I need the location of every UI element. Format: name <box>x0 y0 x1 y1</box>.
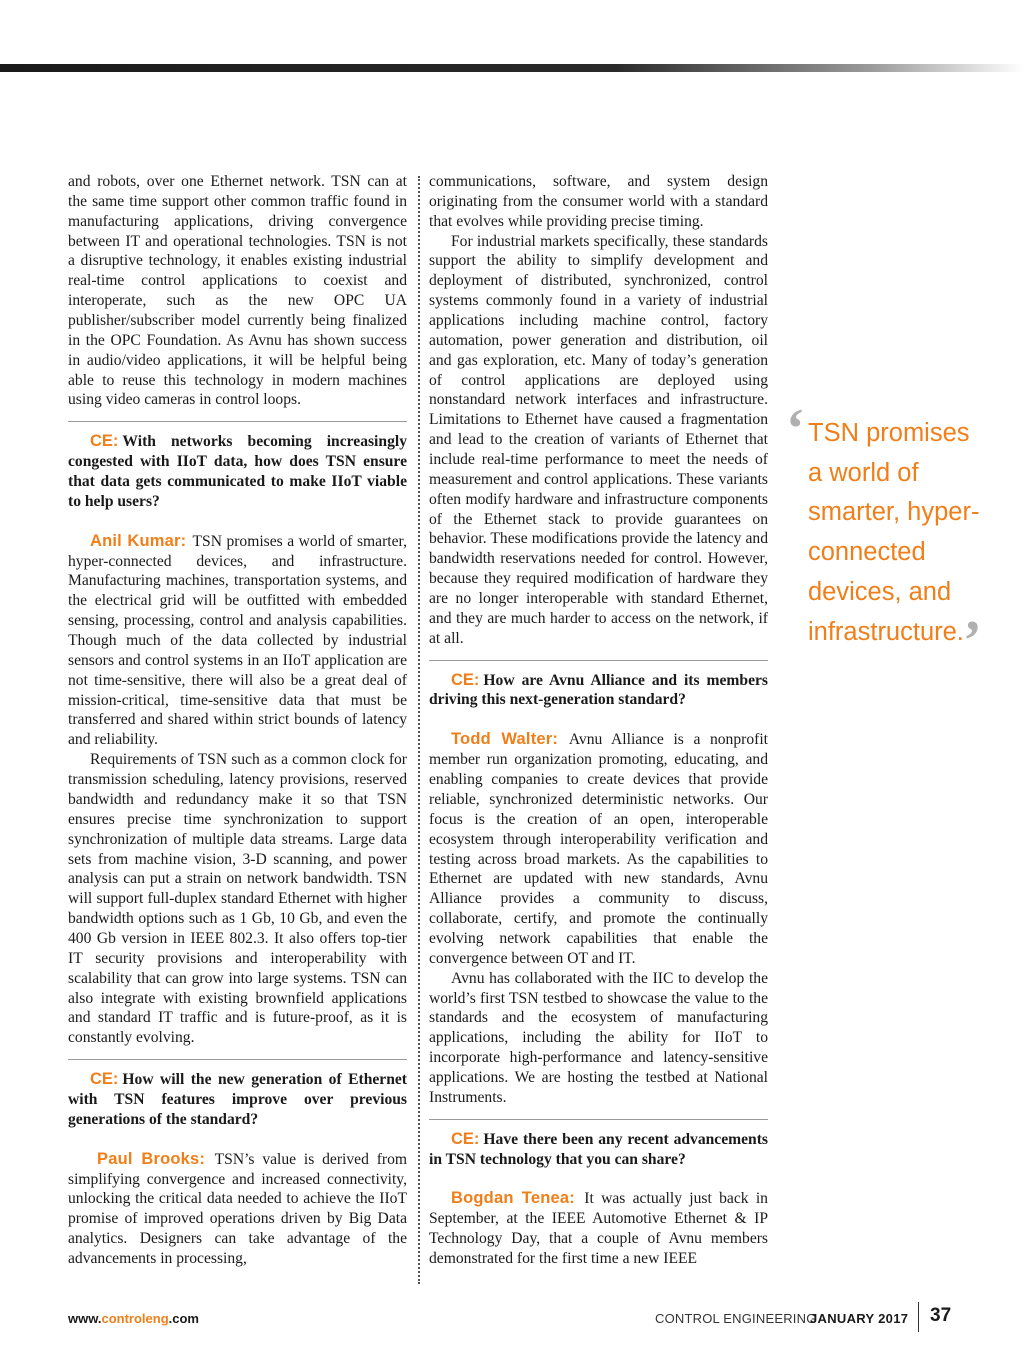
footer-url-brand: controleng <box>101 1311 169 1326</box>
answer-text: Avnu Alliance is a nonprofit member run organization promoting, educating, and enabling companies to create devices that provide reliable, synchronized deterministic networks. Our focus is the creation of an open, interoperable ecosystem through interoperability verification and testing across broad markets. As the capabilities to Ethernet are updated with new standards, Avnu Alliance provides a community to discuss, collaborate, certify, and promote the continually evolving network capabilities that enable the convergence between OT and IT. <box>429 731 768 967</box>
body-paragraph: communications, software, and system design originating from the consumer world with a standard that evolves while providing precise timing. <box>429 173 768 230</box>
pull-quote-line: a world of <box>808 458 919 487</box>
question-ce-2 <box>68 1070 407 1130</box>
open-quote-icon: ‘ <box>786 398 805 460</box>
question-text: With networks becoming increasingly congested with IIoT data, how does TSN ensure that data gets communicated to make IIoT viable to help users? <box>68 433 407 510</box>
question-ce-1 <box>68 432 407 511</box>
section-divider <box>429 660 768 661</box>
answer-text: It was actually just back in September, at the IEEE Automotive Ethernet & IP Technology Day, that a couple of Avnu members demonstrated for the first time a new IEEE <box>429 1190 768 1267</box>
body-paragraph: Avnu has collaborated with the IIC to develop the world’s first TSN testbed to showcase the value to the standards and the ecosystem of manufacturing applications, including the ability for IIoT to incorporate high-performance and latency-sensitive applications. We are hosting the testbed at National Instruments. <box>429 969 768 1106</box>
top-rule-bar <box>0 64 1024 72</box>
question-text: Have there been any recent advancements in TSN technology that you can share? <box>429 1130 768 1168</box>
section-divider <box>68 1059 407 1060</box>
close-quote-icon: ’ <box>963 610 982 672</box>
pull-quote-line: infrastructure. <box>808 617 964 646</box>
body-paragraph: Requirements of TSN such as a common clock for transmission scheduling, latency provisions, reserved bandwidth and redundancy make it so that TSN ensures precise time synchronization to support synchronization of multiple data streams. Large data sets from machine vision, 3-D scanning, and power analysis can put a strain on network bandwidth. TSN will support full-duplex standard Ethernet with higher bandwidth options such as 1 Gb, 10 Gb, and even the 400 Gb version in IEEE 802.3. It also offers top-tier IT security provisions and interoperability with scalability that can grow into large systems. TSN can also integrate with existing brownfield applications and standard IT traffic and is future-proof, as it is constantly evolving. <box>68 751 407 1047</box>
body-paragraph: For industrial markets specifically, these standards support the ability to simplify development and deployment of distributed, synchronized, control systems commonly found in a variety of industrial applications including machine control, factory automation, power generation and distribution, oil and gas exploration, etc. Many of today’s generation of control applications are deployed using nonstandard network interfaces and infrastructure. Limitations to Ethernet have caused a fragmentation and lead to the creation of variants of Ethernet that include real-time performance to meet the needs of measurement and control applications. These variants often modify hardware and infrastructure components of the Ethernet stack to provide guarantees on behavior. These modifications provide the latency and bandwidth reservations needed for control. However, because they required modification of hardware they are no longer interoperable with standard Ethernet, and they are much harder to access on the network, if at all. <box>429 232 768 647</box>
question-ce-4 <box>429 1130 768 1170</box>
answer-text: TSN promises a world of smarter, hyper-connected devices, and infrastructure. Manufacturing machines, transportation systems, and the electrical grid will be outfitted with embedded sensing, processing, control and analysis capabilities. Though much of the data collected by industrial sensors and control systems in an IIoT application are not time-sensitive, there will also be a great deal of mission-critical, time-sensitive data that must be transferred and shared within strict bounds of latency and reliability. <box>68 532 407 749</box>
speaker-name: Bogdan Tenea: <box>451 1189 575 1208</box>
ce-label: CE: <box>90 1070 119 1089</box>
section-divider <box>429 1119 768 1120</box>
left-column <box>68 172 407 1269</box>
pull-quote-line: TSN promises <box>808 419 970 447</box>
pull-quote-line: smarter, hyper- <box>808 498 980 527</box>
answer-bogdan-tenea <box>429 1189 768 1268</box>
footer-url[interactable]: www.controleng.com <box>68 1311 199 1326</box>
footer-separator <box>918 1302 919 1332</box>
answer-todd-walter <box>429 730 768 968</box>
body-paragraph: and robots, over one Ethernet network. TSN can at the same time support other common traffic found in manufacturing applications, driving convergence between IT and operational technologies. TSN is not a disruptive technology, it enables existing industrial real-time control applications to coexist and interoperate, such as the new OPC UA publisher/subscriber model currently being finalized in the OPC Foundation. As Avnu has shown success in audio/video applications, it will be helpful being able to reuse this technology in modern machines using video cameras in control loops. <box>68 173 407 409</box>
answer-paul-brooks <box>68 1150 407 1269</box>
question-text: How are Avnu Alliance and its members driving this next-generation standard? <box>429 671 768 709</box>
speaker-name: Paul Brooks: <box>97 1149 206 1168</box>
answer-text: TSN’s value is derived from simplifying convergence and increased connectivity, unlocking the critical data needed to achieve the IIoT promise of improved operations driven by Big Data analytics. Designers can take advantage of the advancements in processing, <box>68 1150 408 1267</box>
ce-label: CE: <box>451 670 480 689</box>
footer-magazine-name: CONTROL ENGINEERING <box>655 1311 817 1326</box>
pull-quote-line: devices, and <box>808 577 952 606</box>
page-number: 37 <box>930 1305 952 1326</box>
right-column <box>429 172 768 1269</box>
ce-label: CE: <box>451 1129 480 1148</box>
speaker-name: Anil Kumar: <box>90 531 187 550</box>
section-divider <box>68 421 407 422</box>
pull-quote-line: connected <box>808 538 926 567</box>
answer-anil-kumar <box>68 532 407 750</box>
question-text: How will the new generation of Ethernet with TSN features improve over previous generations of the standard? <box>68 1071 407 1128</box>
speaker-name: Todd Walter: <box>451 730 559 749</box>
ce-label: CE: <box>90 432 119 451</box>
column-dotted-divider <box>418 176 420 1284</box>
footer-issue-date: JANUARY 2017 <box>810 1311 909 1326</box>
question-ce-3 <box>429 671 768 711</box>
